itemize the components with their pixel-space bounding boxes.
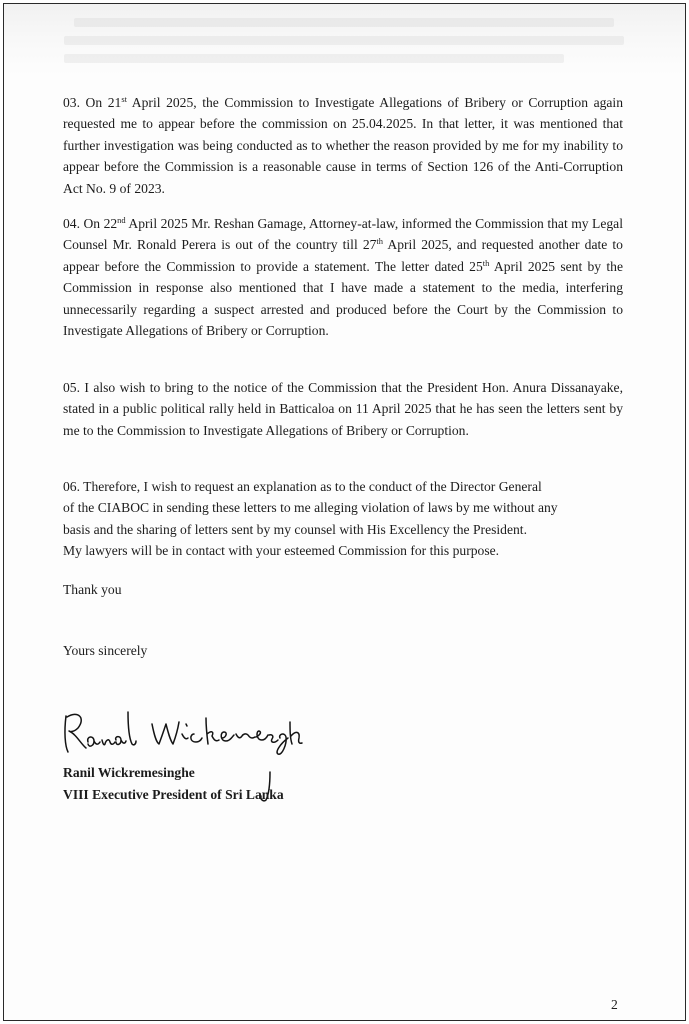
thank-you-line: Thank you <box>63 582 122 597</box>
paragraph-06-line: of the CIABOC in sending these letters to me alleging violation of laws by me without any <box>63 500 558 516</box>
paragraph-06-line: 06. Therefore, I wish to request an explanation as to the conduct of the Director General <box>63 479 542 494</box>
paragraph-06-line: basis and the sharing of letters sent by my counsel with His Excellency the President. <box>63 521 527 537</box>
paragraph-05: 05. I also wish to bring to the notice of the Commission that the President Hon. Anura Dissanayake, stated in a public political rally held in Batticaloa on 11 April 2025 that he has seen the letters sent by me to the Commission to Investigate Allegations of Bribery or Corruption. <box>63 380 623 438</box>
bleed-through-area <box>4 4 685 76</box>
signer-title: VIII Executive President of Sri Lanka <box>63 786 284 802</box>
signer-name: Ranil Wickremesinghe <box>63 765 195 780</box>
letter-page <box>3 3 686 1021</box>
paragraph-03: 03. On 21st April 2025, the Commission to Investigate Allegations of Bribery or Corruption again requested me to appear before the commission on 25.04.2025. In that letter, it was mentioned that further investigation was being conducted as to whether the reason provided by me for my inability to appear before the Commission is a reasonable cause in terms of Section 126 of the Anti-Corruption Act No. 9 of 2023. <box>63 94 624 196</box>
paragraph-04: 04. On 22nd April 2025 Mr. Reshan Gamage, Attorney-at-law, informed the Commission that my Legal Counsel Mr. Ronald Perera is out of the country till 27th April 2025, and requested another date to appear before the Commission to provide a statement. The letter dated 25th April 2025 sent by the Commission in response also mentioned that I have made a statement to the media, interfering unnecessarily regarding a suspect arrested and produced before the Court by the Commission to Investigate Allegations of Bribery or Corruption. <box>63 215 623 339</box>
closing-salutation: Yours sincerely <box>63 643 148 658</box>
page-number: 2 <box>611 997 618 1012</box>
paragraph-06-line: My lawyers will be in contact with your esteemed Commission for this purpose. <box>63 543 500 559</box>
paragraph-06 <box>63 476 623 562</box>
signer-block <box>63 762 284 805</box>
